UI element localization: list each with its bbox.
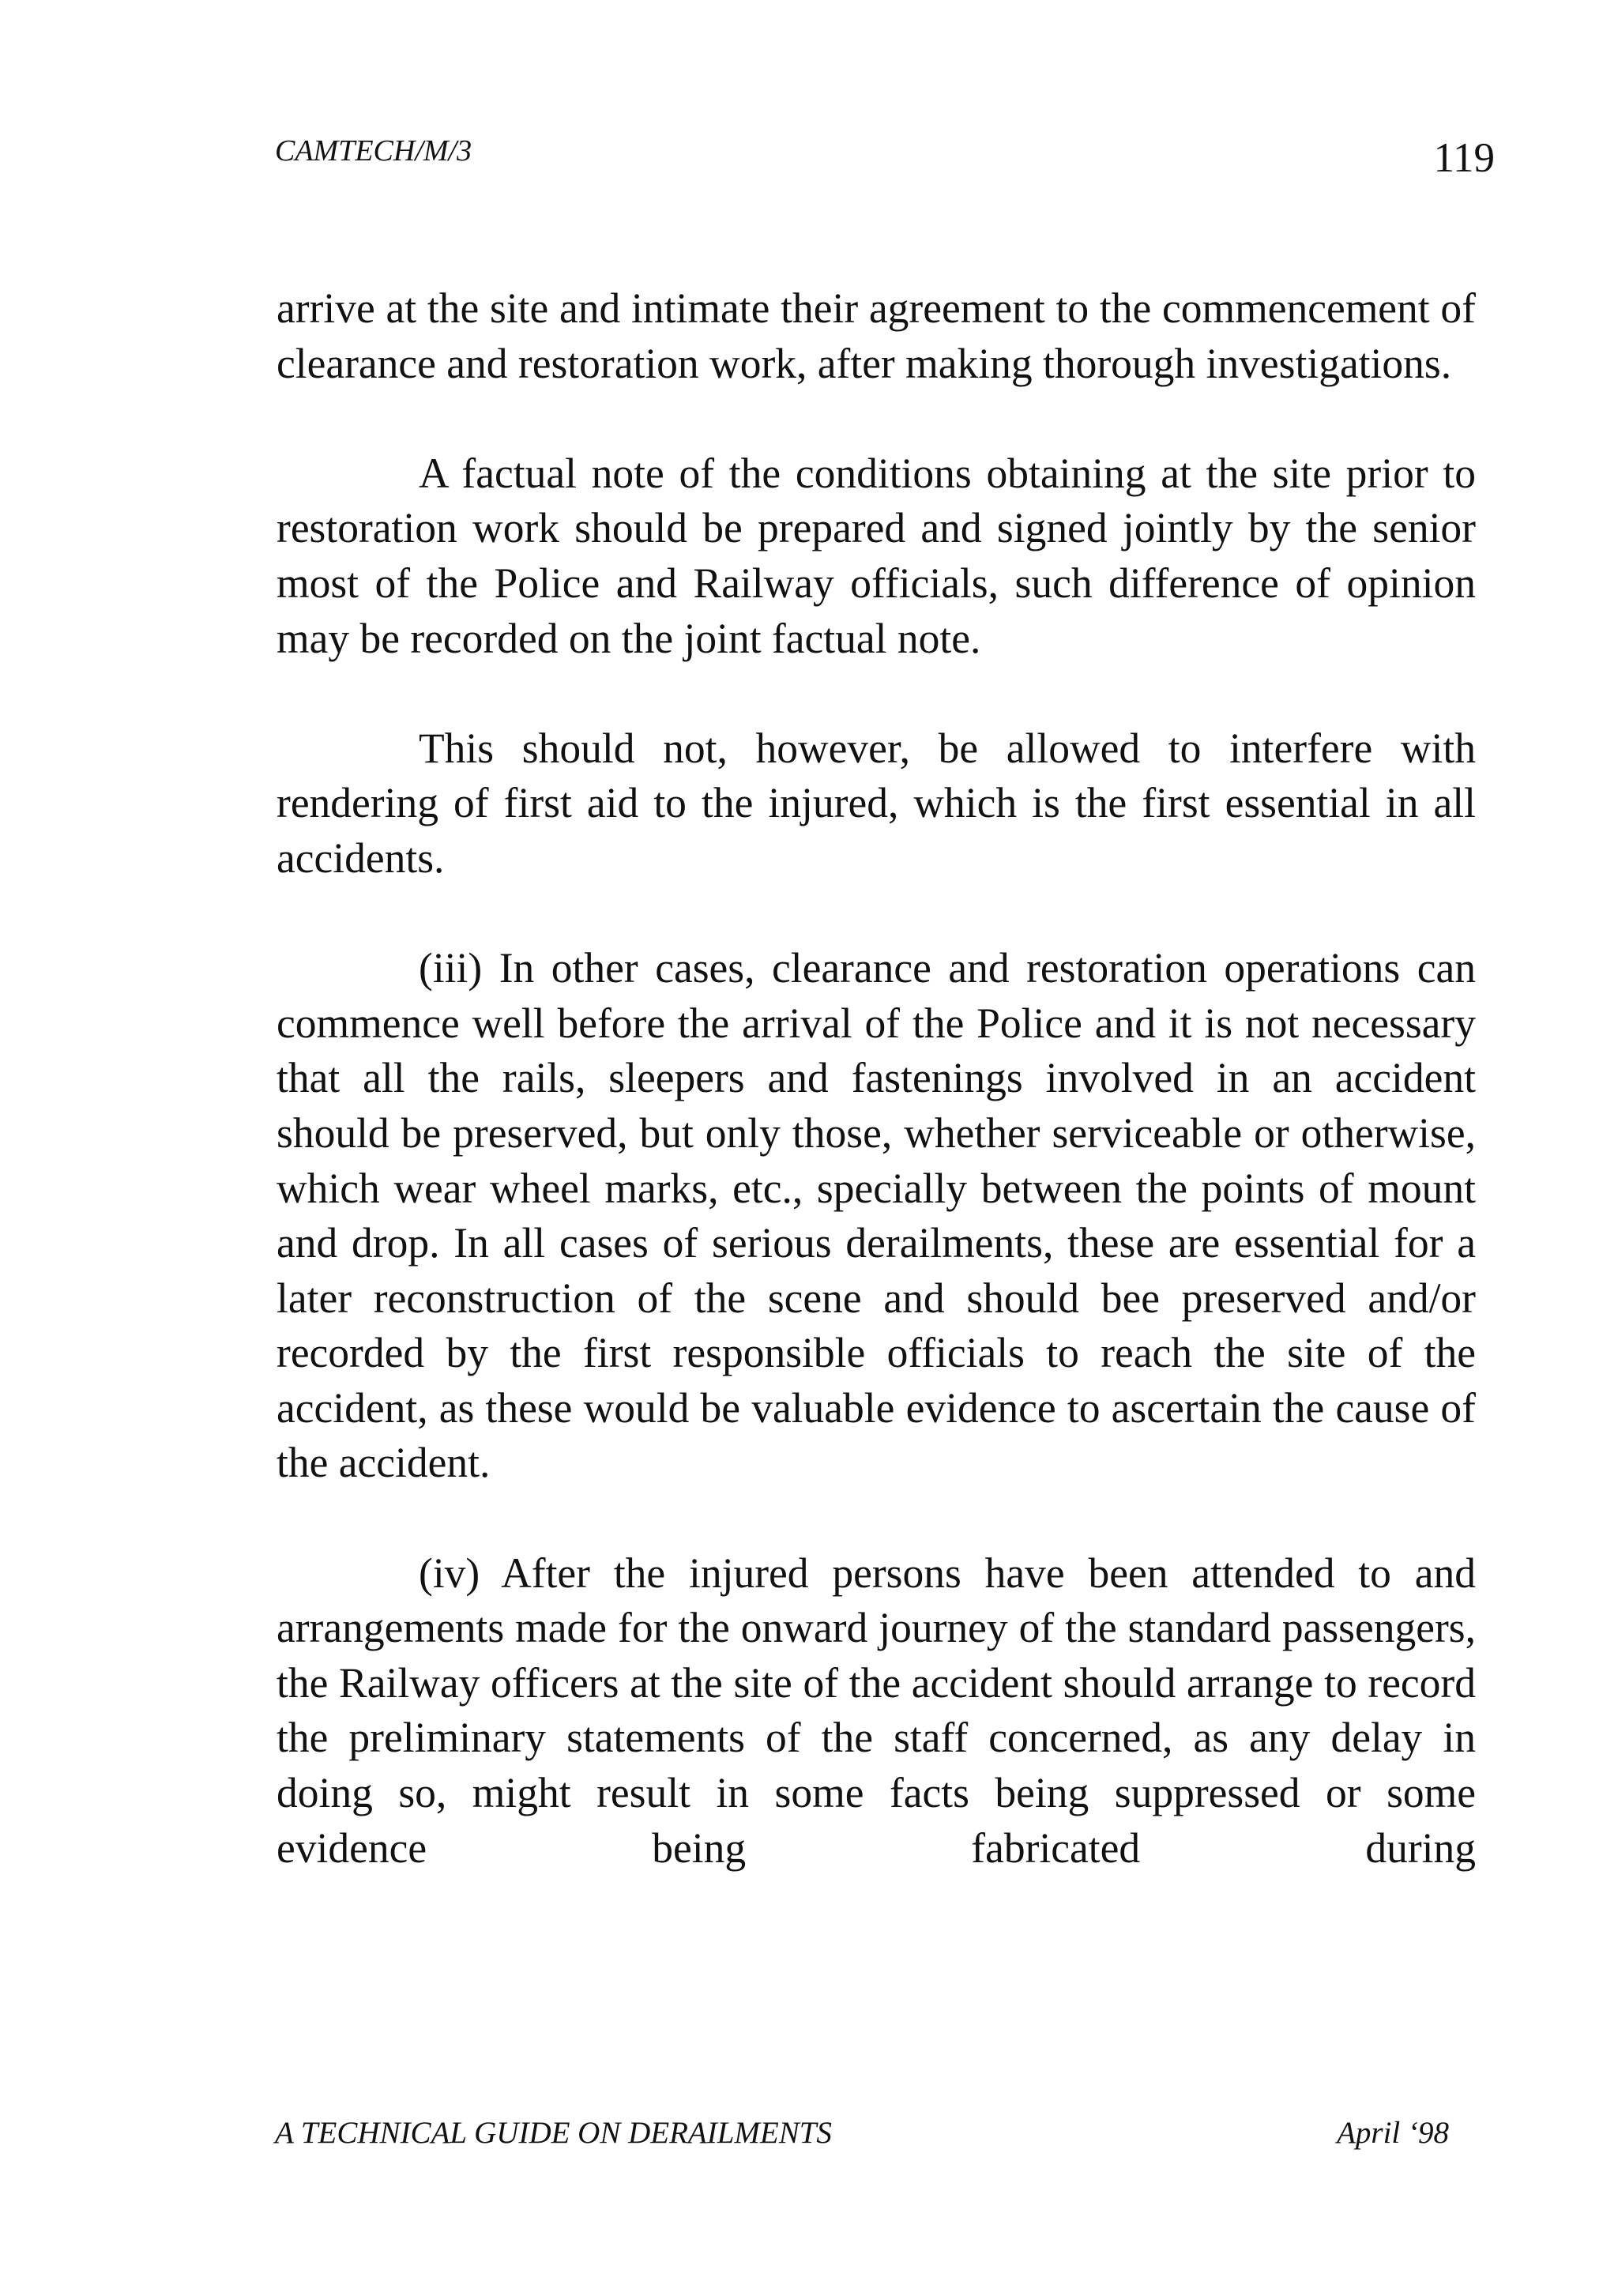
paragraph-factual-note: A factual note of the conditions obtaining at the site prior to restoration work should be prepared and signed jointly by the senior most of the Police and Railway officials, such difference of opinion may be recorded on the joint factual note. (277, 449, 1476, 662)
paragraph-iv: (iv) After the injured persons have been attended to and arrangements made for the onward journey of the standard passengers, the Railway officers at the site of the accident should arrange to record the preliminary statements of the staff concerned, as any delay in doing so, might result in some facts being suppressed or some evidence being fabricated during (277, 1549, 1476, 1872)
document-code: CAMTECH/M/3 (275, 134, 472, 167)
footer-date: April ‘98 (1337, 2116, 1449, 2150)
paragraph-first-aid: This should not, however, be allowed to interfere with rendering of first aid to the injured, which is the first essential in all accidents. (277, 724, 1476, 882)
paragraph-continuation: arrive at the site and intimate their agreement to the commencement of clearance and restoration work, after making thorough investigations. (277, 284, 1476, 387)
body-text (277, 281, 1476, 1876)
paragraph-iii: (iii) In other cases, clearance and restoration operations can commence well before the arrival of the Police and it is not necessary that all the rails, sleepers and fastenings involved in an accident should be preserved, but only those, whether serviceable or otherwise, which wear wheel marks, etc., specially between the points of mount and drop. In all cases of serious derailments, these are essential for a later reconstruction of the scene and should bee preserved and/or recorded by the first responsible officials to reach the site of the accident, as these would be valuable evidence to ascertain the cause of the accident. (277, 944, 1476, 1487)
footer-title: A TECHNICAL GUIDE ON DERAILMENTS (275, 2116, 832, 2150)
page-number: 119 (1433, 135, 1495, 181)
